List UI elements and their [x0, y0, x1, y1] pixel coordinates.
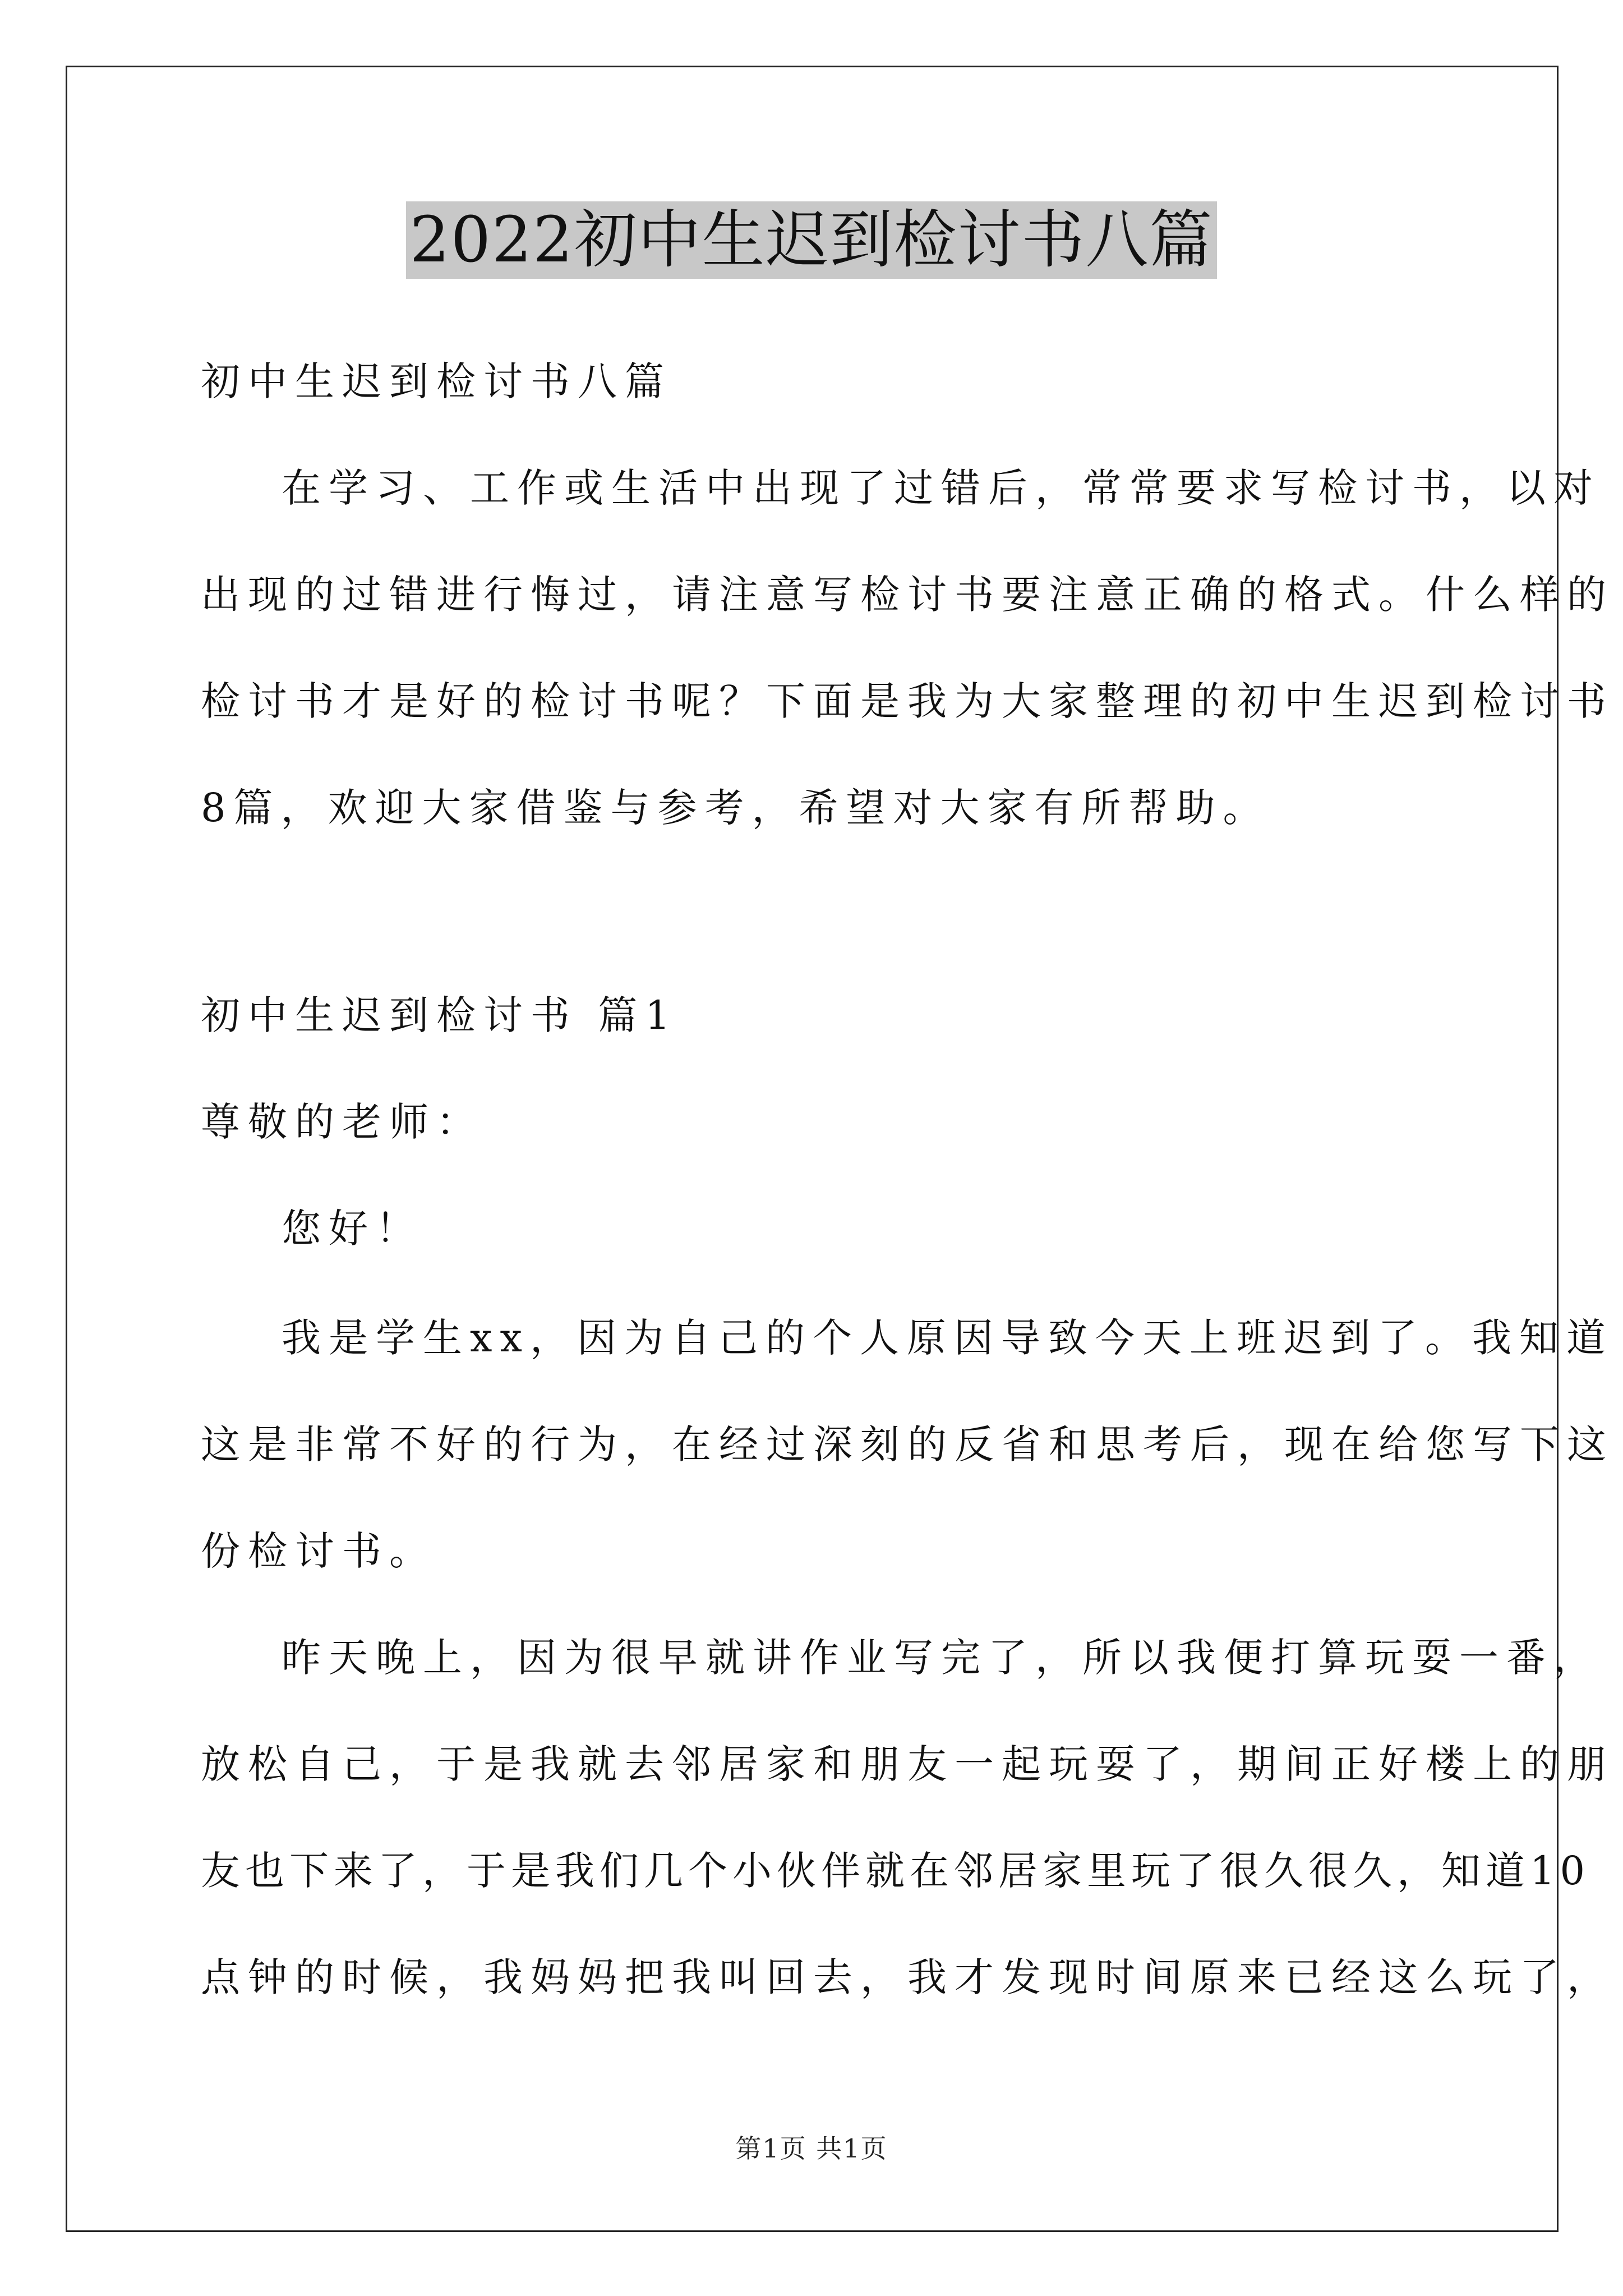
page-number-footer: 第1页 共1页 — [735, 2133, 888, 2164]
document-subtitle: 初中生迟到检讨书八篇 — [201, 358, 672, 404]
paragraph2-line-3: 友也下来了，于是我们几个小伙伴就在邻居家里玩了很久很久，知道10 — [201, 1848, 1590, 1894]
paragraph2-line-1: 昨天晚上，因为很早就讲作业写完了，所以我便打算玩耍一番， — [282, 1635, 1601, 1681]
paragraph1-line-2: 这是非常不好的行为，在经过深刻的反省和思考后，现在给您写下这 — [201, 1421, 1614, 1467]
section-heading: 初中生迟到检讨书 篇1 — [201, 992, 678, 1038]
paragraph2-line-4: 点钟的时候，我妈妈把我叫回去，我才发现时间原来已经这么玩了， — [201, 1954, 1614, 2000]
paragraph1-line-1: 我是学生xx，因为自己的个人原因导致今天上班迟到了。我知道 — [282, 1315, 1613, 1361]
intro-line-4: 8篇，欢迎大家借鉴与参考，希望对大家有所帮助。 — [201, 785, 1270, 831]
intro-line-1: 在学习、工作或生活中出现了过错后，常常要求写检讨书，以对 — [282, 465, 1601, 511]
intro-line-2: 出现的过错进行悔过，请注意写检讨书要注意正确的格式。什么样的 — [201, 572, 1614, 618]
paragraph1-line-3: 份检讨书。 — [201, 1528, 436, 1574]
document-title-text: 2022初中生迟到检讨书八篇 — [406, 201, 1216, 279]
intro-line-3: 检讨书才是好的检讨书呢？下面是我为大家整理的初中生迟到检讨书 — [201, 678, 1614, 724]
greeting: 您好！ — [282, 1205, 423, 1251]
document-title — [0, 201, 1623, 279]
paragraph2-line-2: 放松自己，于是我就去邻居家和朋友一起玩耍了，期间正好楼上的朋 — [201, 1741, 1614, 1787]
salutation: 尊敬的老师： — [201, 1099, 483, 1145]
